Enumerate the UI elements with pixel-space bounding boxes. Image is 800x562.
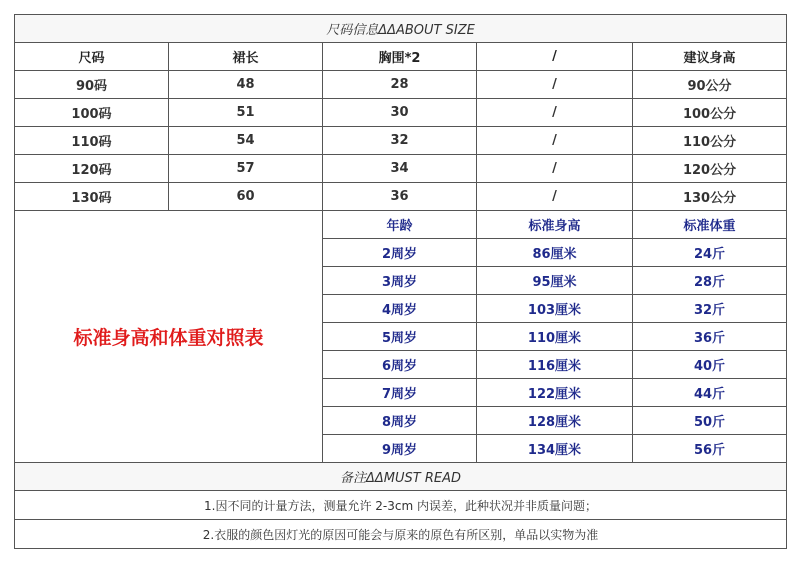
- bust-cell: 34: [323, 155, 477, 183]
- notes-title: 备注ΔΔMUST READ: [15, 463, 787, 491]
- header-bust: 胸围*2: [323, 43, 477, 71]
- height-cell: 90公分: [633, 71, 787, 99]
- age-cell: 2周岁: [323, 239, 477, 267]
- std-weight-cell: 32斤: [633, 295, 787, 323]
- bust-cell: 30: [323, 99, 477, 127]
- header-size: 尺码: [15, 43, 169, 71]
- length-cell: 60: [169, 183, 323, 211]
- slash-cell: /: [477, 155, 633, 183]
- size-row: [15, 183, 787, 211]
- slash-cell: /: [477, 71, 633, 99]
- bust-cell: 32: [323, 127, 477, 155]
- size-row: [15, 155, 787, 183]
- std-weight-cell: 50斤: [633, 407, 787, 435]
- header-height: 建议身高: [633, 43, 787, 71]
- std-header-row: [15, 211, 787, 239]
- std-chart-label: 标准身高和体重对照表: [15, 211, 323, 463]
- slash-cell: /: [477, 127, 633, 155]
- std-header-weight: 标准体重: [633, 211, 787, 239]
- std-weight-cell: 44斤: [633, 379, 787, 407]
- size-cell: 110码: [15, 127, 169, 155]
- length-cell: 57: [169, 155, 323, 183]
- length-cell: 51: [169, 99, 323, 127]
- height-cell: 130公分: [633, 183, 787, 211]
- std-height-cell: 95厘米: [477, 267, 633, 295]
- height-cell: 120公分: [633, 155, 787, 183]
- height-cell: 110公分: [633, 127, 787, 155]
- std-weight-cell: 24斤: [633, 239, 787, 267]
- size-header-row: [15, 43, 787, 71]
- std-height-cell: 86厘米: [477, 239, 633, 267]
- note-line: 1.因不同的计量方法，测量允许 2-3cm 内误差，此种状况并非质量问题；: [15, 491, 787, 520]
- std-height-cell: 134厘米: [477, 435, 633, 463]
- std-weight-cell: 56斤: [633, 435, 787, 463]
- length-cell: 48: [169, 71, 323, 99]
- std-height-cell: 122厘米: [477, 379, 633, 407]
- age-cell: 4周岁: [323, 295, 477, 323]
- size-cell: 90码: [15, 71, 169, 99]
- size-cell: 120码: [15, 155, 169, 183]
- age-cell: 7周岁: [323, 379, 477, 407]
- age-cell: 3周岁: [323, 267, 477, 295]
- std-height-cell: 103厘米: [477, 295, 633, 323]
- size-row: [15, 71, 787, 99]
- size-cell: 130码: [15, 183, 169, 211]
- std-header-height: 标准身高: [477, 211, 633, 239]
- age-cell: 5周岁: [323, 323, 477, 351]
- header-length: 裙长: [169, 43, 323, 71]
- std-weight-cell: 36斤: [633, 323, 787, 351]
- bust-cell: 28: [323, 71, 477, 99]
- length-cell: 54: [169, 127, 323, 155]
- size-cell: 100码: [15, 99, 169, 127]
- std-height-cell: 110厘米: [477, 323, 633, 351]
- age-cell: 8周岁: [323, 407, 477, 435]
- size-chart-table: [14, 14, 787, 549]
- std-height-cell: 116厘米: [477, 351, 633, 379]
- size-title: 尺码信息ΔΔABOUT SIZE: [15, 15, 787, 43]
- std-weight-cell: 28斤: [633, 267, 787, 295]
- size-row: [15, 99, 787, 127]
- height-cell: 100公分: [633, 99, 787, 127]
- slash-cell: /: [477, 183, 633, 211]
- slash-cell: /: [477, 99, 633, 127]
- header-slash: /: [477, 43, 633, 71]
- std-height-cell: 128厘米: [477, 407, 633, 435]
- note-line: 2.衣服的颜色因灯光的原因可能会与原来的原色有所区别，单品以实物为准: [15, 520, 787, 549]
- bust-cell: 36: [323, 183, 477, 211]
- std-weight-cell: 40斤: [633, 351, 787, 379]
- age-cell: 6周岁: [323, 351, 477, 379]
- age-cell: 9周岁: [323, 435, 477, 463]
- size-row: [15, 127, 787, 155]
- std-header-age: 年龄: [323, 211, 477, 239]
